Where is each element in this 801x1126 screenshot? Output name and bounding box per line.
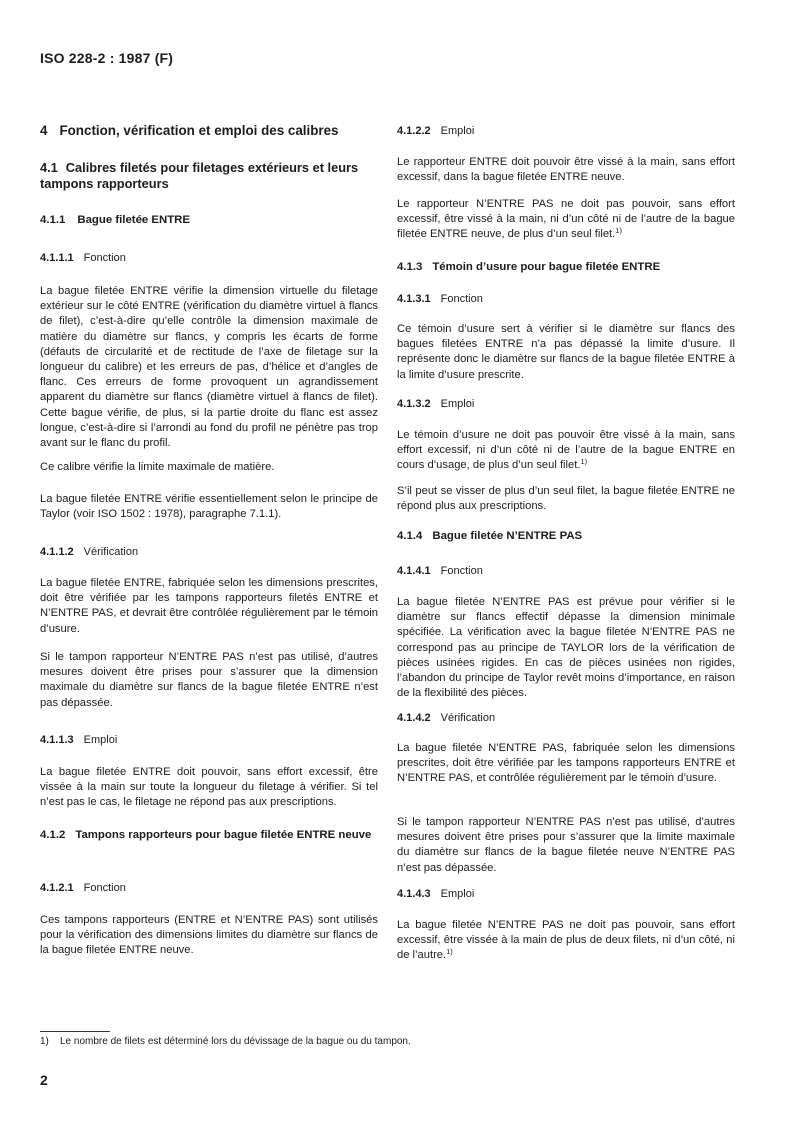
subsection-title: Fonction [440,565,483,577]
subsection-title: Vérification [440,712,496,724]
subsection-4-1-3-2-heading [397,397,735,412]
subsection-number: 4.1.1.3 [40,734,74,746]
section-number: 4.1.4 [397,530,423,542]
paragraph: Si le tampon rapporteur N’ENTRE PAS n’est pas utilisé, d’autres mesures doivent être prises pour s’assurer que la limite maximale du diamètre sur flancs de la bague filetée neuve N’ENTRE PAS n’est pas dépassée. [397,816,735,874]
paragraph: Ce témoin d’usure sert à vérifier si le diamètre sur flancs des bagues filetées ENTRE n’a pas dépassé la limite d’usure. Il représente donc le diamètre sur flancs de la bague filetée ENTRE à la limite d’usure prescrite. [397,323,735,381]
section-4-1-heading [40,160,378,192]
footnote-reference: 1) [446,947,453,957]
subsection-4-1-4-3-heading [397,887,735,902]
subsection-title: Emploi [83,734,118,746]
subsection-4-1-4-2-heading [397,711,735,726]
subsection-title: Fonction [83,252,126,264]
footnote-text: Le nombre de filets est déterminé lors du dévissage de la bague ou du tampon. [60,1036,411,1047]
paragraph [397,428,735,474]
paragraph: La bague filetée N’ENTRE PAS est prévue pour vérifier si le diamètre sur flancs effectif dépasse la dimension minimale spécifiée. La vérification avec la bague filetée N’ENTRE PAS ne correspond pas au principe de TAYLOR lors de la vérification de pièces usinées rigides. En cas de pièces usinées non rigides, l’abandon du principe de Taylor revêt moins d’importance, en raison de la flexibilité des pièces. [397,596,735,700]
page-number: 2 [40,1072,48,1088]
subsection-title: Emploi [440,398,475,410]
subsection-number: 4.1.4.2 [397,712,431,724]
section-4-1-1-heading [40,213,378,228]
section-4-1-4-heading [397,529,735,544]
subsection-title: Emploi [440,125,475,137]
paragraph: S’il peut se visser de plus d’un seul filet, la bague filetée ENTRE ne répond plus aux prescriptions. [397,485,735,513]
section-title: Bague filetée N’ENTRE PAS [432,530,583,542]
subsection-4-1-4-1-heading [397,564,735,579]
subsection-number: 4.1.3.2 [397,398,431,410]
subsection-number: 4.1.2.1 [40,882,74,894]
subsection-4-1-1-3-heading [40,733,378,748]
section-title: Bague filetée ENTRE [77,214,191,226]
section-number: 4.1 [40,160,58,175]
paragraph-text: Le rapporteur N’ENTRE PAS ne doit pas pouvoir, sans effort excessif, être vissé à la main, ni d’un côté ni de l’autre de la bague filetée ENTRE neuve, de plus d’un seul filet. [397,198,735,241]
paragraph [397,918,735,964]
subsection-title: Fonction [440,293,483,305]
section-title: Tampons rapporteurs pour bague filetée ENTRE neuve [75,829,372,841]
section-number: 4 [40,123,48,138]
subsection-4-1-3-1-heading [397,292,735,307]
paragraph: La bague filetée ENTRE vérifie la dimension virtuelle du filetage extérieur sur le côté ENTRE (vérification du diamètre virtuel à flancs de filet), c’est-à-dire qu’elle contrôle la dimension maximale de matière du diamètre sur flancs, y compris les écarts de forme (défauts de circularité et de rectitude de l’axe de filetage sur la longueur du calibre) et les erreurs de pas, d’hélice et d’angles de flanc. Ces erreurs de forme provoquent un agrandissement apparent du diamètre sur flancs (diamètre virtuel à flancs de filet). Cette bague vérifie, de plus, si la partie droite du flanc est assez longue, c’est-à-dire si l’arrondi au fond du profil ne pénètre pas trop avant sur le flanc du profil. [40,285,378,450]
subsection-4-1-1-1-heading [40,251,378,266]
footnote-divider [40,1031,110,1032]
section-title: Calibres filetés pour filetages extérieurs et leurs tampons rapporteurs [40,160,359,191]
subsection-number: 4.1.4.3 [397,888,431,900]
section-number: 4.1.1 [40,214,66,226]
subsection-4-1-2-1-heading [40,881,378,896]
subsection-number: 4.1.2.2 [397,125,431,137]
section-number: 4.1.3 [397,261,423,273]
section-title: Fonction, vérification et emploi des calibres [59,123,339,138]
section-4-1-3-heading [397,260,735,275]
subsection-number: 4.1.3.1 [397,293,431,305]
subsection-number: 4.1.1.1 [40,252,74,264]
section-title: Témoin d’usure pour bague filetée ENTRE [432,261,661,273]
subsection-4-1-1-2-heading [40,545,378,560]
paragraph: Le rapporteur ENTRE doit pouvoir être vissé à la main, sans effort excessif, dans la bague filetée ENTRE neuve. [397,156,735,184]
footnote-reference: 1) [615,226,622,236]
footnote-reference: 1) [580,457,588,467]
paragraph: La bague filetée ENTRE, fabriquée selon les dimensions prescrites, doit être vérifiée par les tampons rapporteurs filetés ENTRE et N’ENTRE PAS, et devrait être contrôlée régulièrement par le témoin d’usure. [40,577,378,635]
section-4-heading [40,122,378,139]
paragraph-text: La bague filetée N’ENTRE PAS ne doit pas pouvoir, sans effort excessif, être vissée à la main de plus de deux filets, ni d’un côté, ni de l’autre. [397,919,735,962]
paragraph: La bague filetée N’ENTRE PAS, fabriquée selon les dimensions prescrites, doit être vérifiée par les tampons rapporteurs ENTRE et N’ENTRE PAS, et contrôlée régulièrement par le témoin d’usure. [397,742,735,785]
document-header: ISO 228-2 : 1987 (F) [40,50,174,66]
paragraph: Si le tampon rapporteur N’ENTRE PAS n’est pas utilisé, d’autres mesures doivent être prises pour s’assurer que la dimension maximale du diamètre sur flancs de la bague filetée ENTRE n’est pas dépassée. [40,651,378,709]
subsection-number: 4.1.4.1 [397,565,431,577]
paragraph: La bague filetée ENTRE vérifie essentiellement selon le principe de Taylor (voir ISO 1502 : 1978), paragraphe 7.1.1). [40,493,378,521]
section-number: 4.1.2 [40,829,66,841]
paragraph: La bague filetée ENTRE doit pouvoir, sans effort excessif, être vissée à la main sur toute la longueur du filetage à vérifier. Si tel n’est pas le cas, le filetage ne répond pas aux prescriptions. [40,766,378,809]
section-4-1-2-heading [40,828,378,843]
paragraph: Ce calibre vérifie la limite maximale de matière. [40,461,275,473]
subsection-title: Fonction [83,882,126,894]
subsection-number: 4.1.1.2 [40,546,74,558]
paragraph: Ces tampons rapporteurs (ENTRE et N’ENTRE PAS) sont utilisés pour la vérification des dimensions limites du diamètre sur flancs de la bague filetée ENTRE neuve. [40,914,378,957]
paragraph [397,197,735,243]
paragraph-text: Le témoin d’usure ne doit pas pouvoir être vissé à la main, sans effort excessif, ni d’un côté ni de l’autre de la bague ENTRE en cours d’usage, de plus d’un seul filet. [397,429,735,472]
subsection-title: Emploi [440,888,475,900]
footnote [40,1035,411,1048]
subsection-title: Vérification [83,546,139,558]
subsection-4-1-2-2-heading [397,124,735,139]
footnote-mark: 1) [40,1036,49,1047]
